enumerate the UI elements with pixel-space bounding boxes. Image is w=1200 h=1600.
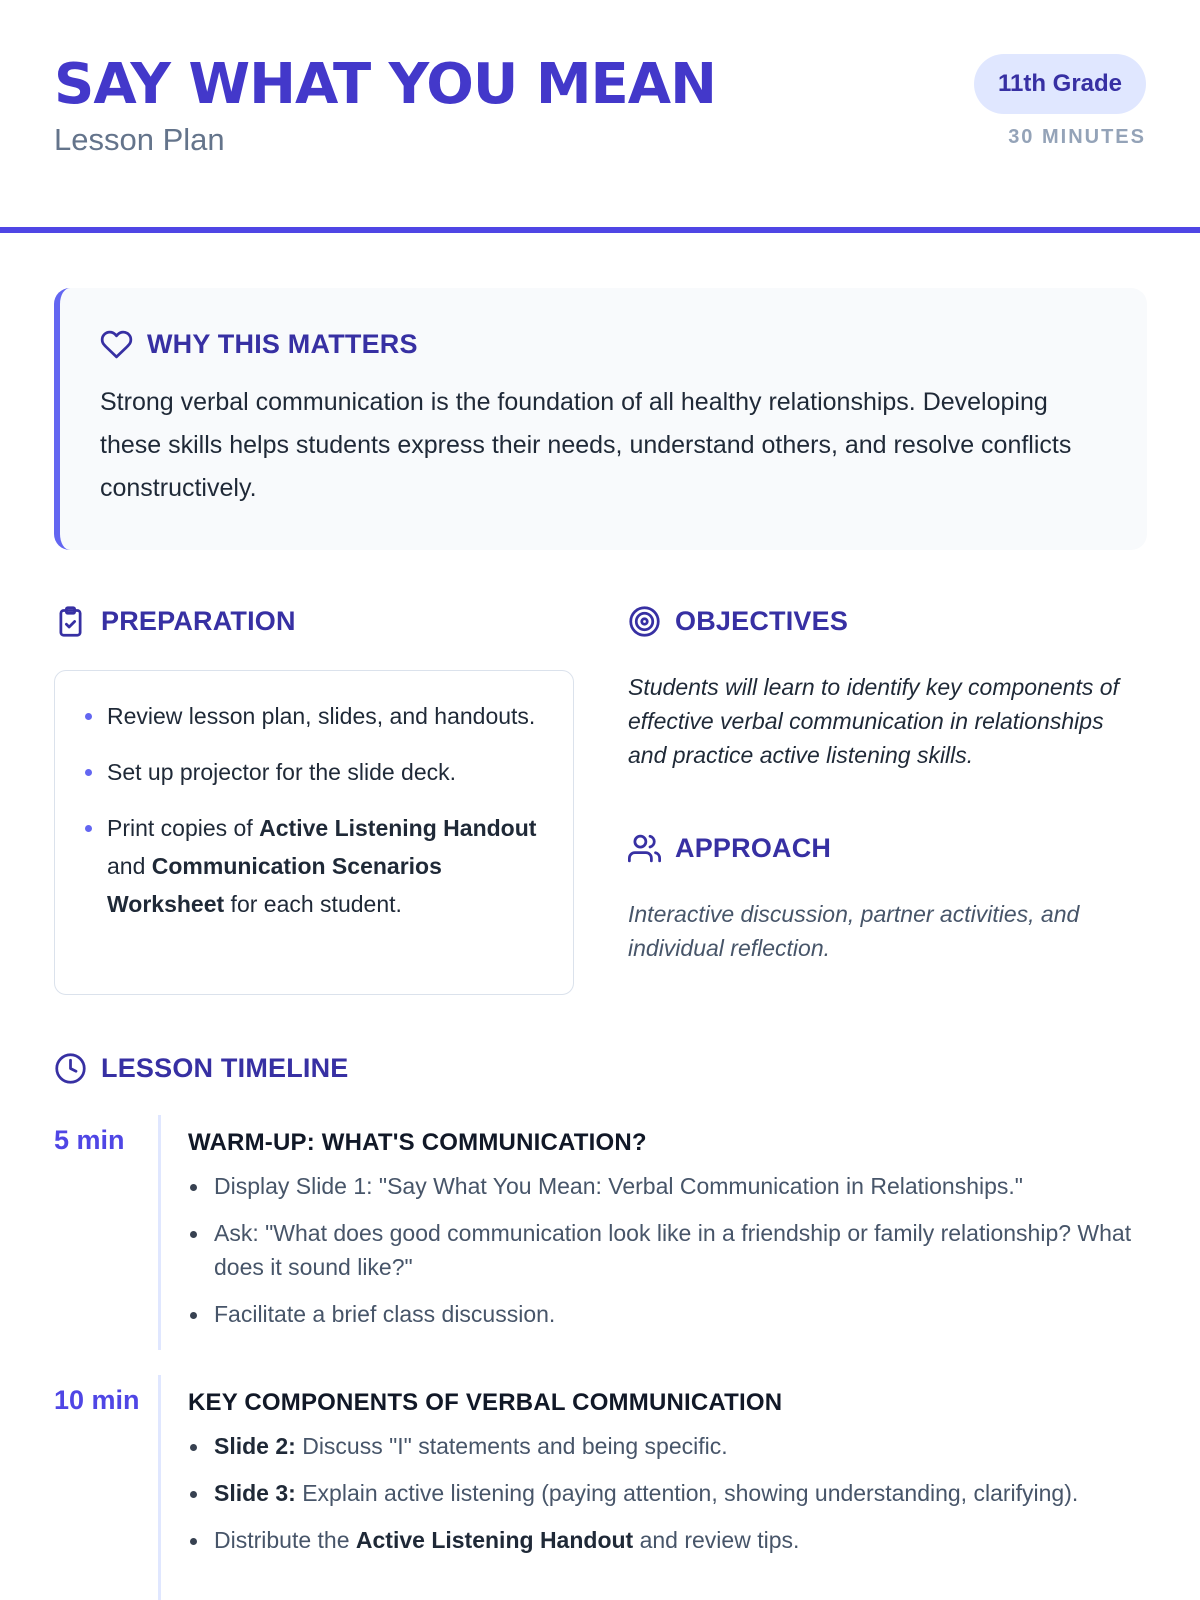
handout-name: Active Listening Handout <box>259 815 537 841</box>
users-icon <box>628 832 661 865</box>
duration-label: 30 MINUTES <box>1008 126 1146 148</box>
timeline-heading-label: LESSON TIMELINE <box>101 1053 349 1083</box>
step-body <box>188 1115 1147 1344</box>
page-title: SAY WHAT YOU MEAN <box>54 52 716 117</box>
page-subtitle: Lesson Plan <box>54 122 225 157</box>
preparation-item: Set up projector for the slide deck. <box>107 753 549 791</box>
why-this-matters-card <box>54 288 1147 550</box>
objectives-heading-label: OBJECTIVES <box>675 606 849 636</box>
step-item: Slide 2: Discuss "I" statements and being specific. <box>188 1429 1147 1463</box>
clipboard-check-icon <box>54 605 87 638</box>
step-item: Display Slide 1: "Say What You Mean: Verbal Communication in Relationships." <box>188 1169 1147 1203</box>
slide-ref: Slide 3: <box>214 1480 296 1506</box>
why-text: Strong verbal communication is the foundation of all healthy relationships. Developing these skills helps students express their needs, understand others, and resolve conflicts constructively. <box>100 388 1072 502</box>
step-item: Ask: "What does good communication look like in a friendship or family relationship? What does it sound like?" <box>188 1216 1147 1284</box>
objectives-heading <box>628 605 848 638</box>
step-item: Distribute the Active Listening Handout and review tips. <box>188 1523 1147 1557</box>
heart-icon <box>100 328 133 361</box>
step-list <box>188 1429 1147 1557</box>
target-icon <box>628 605 661 638</box>
step-title: WARM-UP: WHAT'S COMMUNICATION? <box>188 1129 647 1156</box>
step-duration: 10 min <box>54 1385 140 1415</box>
timeline-step-warmup <box>54 1115 1147 1350</box>
preparation-item: Print copies of Active Listening Handout and Communication Scenarios Worksheet for each student. <box>107 809 549 923</box>
lesson-header <box>54 50 1146 180</box>
approach-heading <box>628 832 831 865</box>
grade-badge: 11th Grade <box>974 54 1146 114</box>
preparation-heading-label: PREPARATION <box>101 606 296 636</box>
step-item: Slide 3: Explain active listening (paying attention, showing understanding, clarifying). <box>188 1476 1147 1510</box>
step-list <box>188 1169 1147 1331</box>
timeline-rail <box>158 1115 161 1350</box>
why-heading-label: WHY THIS MATTERS <box>147 329 418 359</box>
clock-icon <box>54 1052 87 1085</box>
worksheet-name: Communication Scenarios Worksheet <box>107 853 442 917</box>
slide-ref: Slide 2: <box>214 1433 296 1459</box>
step-item: Facilitate a brief class discussion. <box>188 1297 1147 1331</box>
objectives-text: Students will learn to identify key components of effective verbal communication in relationships and practice active listening skills. <box>628 674 1119 768</box>
header-divider <box>0 227 1200 233</box>
timeline-rail <box>158 1375 161 1600</box>
step-body <box>188 1375 1147 1570</box>
timeline-heading <box>54 1052 349 1085</box>
step-duration: 5 min <box>54 1125 125 1155</box>
approach-text: Interactive discussion, partner activities, and individual reflection. <box>628 901 1080 961</box>
timeline-step-key-components <box>54 1375 1147 1600</box>
step-title: KEY COMPONENTS OF VERBAL COMMUNICATION <box>188 1389 783 1416</box>
preparation-heading <box>54 605 296 638</box>
approach-heading-label: APPROACH <box>675 833 832 863</box>
preparation-card <box>54 670 574 995</box>
preparation-item: Review lesson plan, slides, and handouts. <box>107 697 549 735</box>
handout-name: Active Listening Handout <box>355 1527 634 1553</box>
preparation-list <box>107 697 549 923</box>
why-heading <box>100 328 1107 361</box>
